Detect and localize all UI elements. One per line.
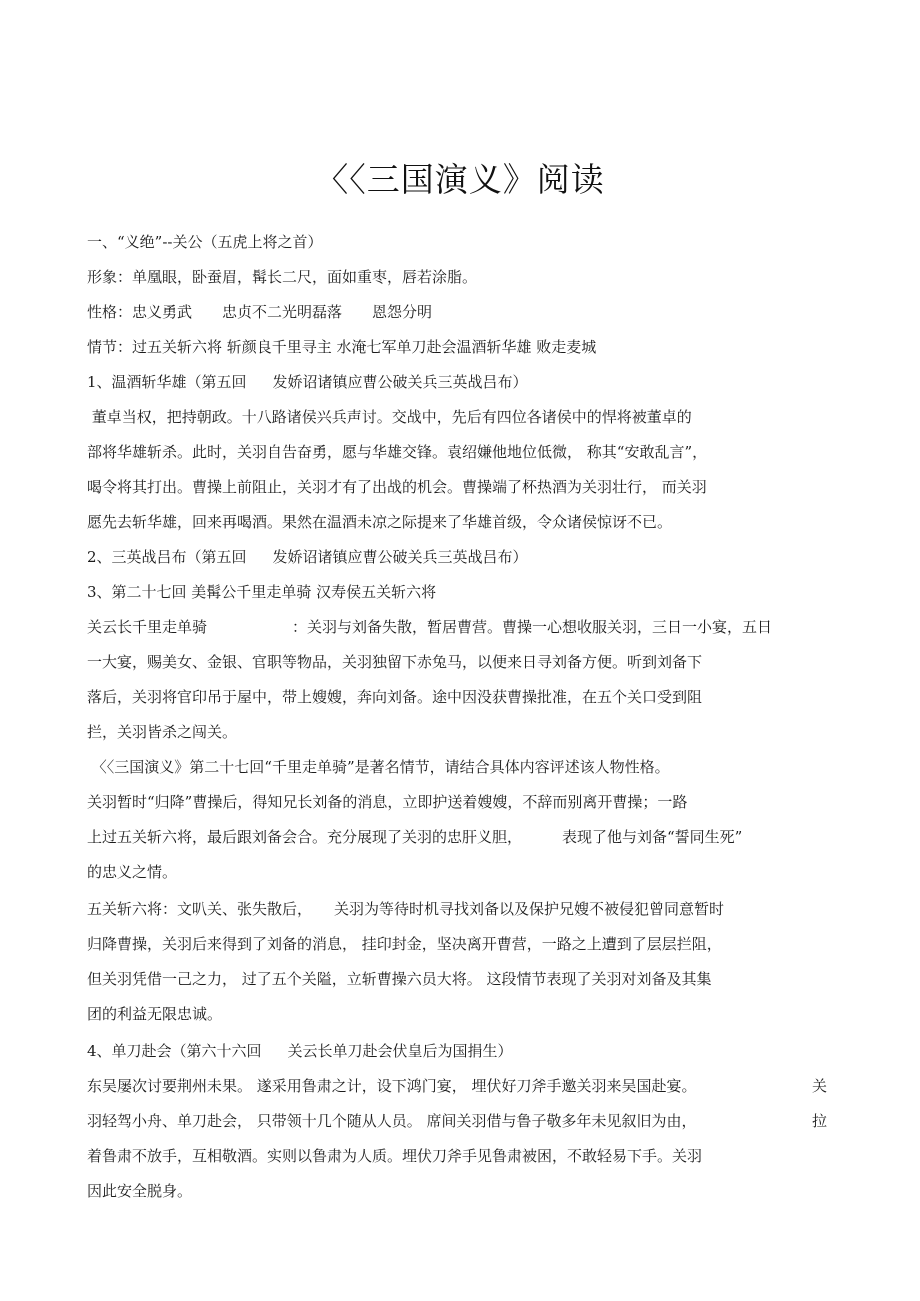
item3-label: 关云长千里走单骑 <box>87 618 208 636</box>
item3-heading: 3、第二十七回 美髯公千里走单骑 汉寿侯五关斩六将 <box>87 583 437 601</box>
paragraph-line: 愿先去斩华雄，回来再喝酒。果然在温酒未凉之际提来了华雄首级，令众诸侯惊讶不已。 <box>87 513 673 531</box>
paragraph-line: 因此安全脱身。 <box>87 1182 193 1200</box>
item2-heading-a: 2、三英战吕布（第五回 <box>87 548 247 566</box>
appearance-line: 形象：单凰眼，卧蚕眉，髯长二尺，面如重枣，唇若涂脂。 <box>87 268 478 286</box>
question-line: 〈〈三国演义》第二十七回“千里走单骑”是著名情节，请结合具体内容评述该人物性格。 <box>87 758 670 776</box>
five-passes-line: 归降曹操，关羽后来得到了刘备的消息， 挂印封金，坚决离开曹营，一路之上遭到了层层拦阻， <box>87 935 722 953</box>
paragraph-text: ：关羽与刘备失散，暂居曹营。曹操一心想收服关羽，三日一小宴，五日 <box>292 618 773 636</box>
item2-heading <box>87 547 528 567</box>
item2-heading-b: 发娇诏诸镇应曹公破关兵三英战吕布） <box>272 548 528 566</box>
answer-line <box>87 827 742 847</box>
five-passes-text: 关羽为等待时机寻找刘备以及保护兄嫂不被侵犯曾同意暂时 <box>334 900 725 918</box>
five-passes-line <box>87 899 724 919</box>
paragraph-line: 董卓当权，把持朝政。十八路诸侯兴兵声讨。交战中，先后有四位各诸侯中的悍将被董卓的 <box>87 408 692 426</box>
plot-line: 情节：过五关斩六将 斩颜良千里寻主 水淹七军单刀赴会温酒斩华雄 败走麦城 <box>87 338 597 356</box>
five-passes-text: 五关斩六将：文叭关、张失散后， <box>87 900 313 918</box>
answer-line: 关羽暂时“归降”曹操后，得知兄长刘备的消息，立即护送着嫂嫂，不辞而别离开曹操；一路 <box>87 793 688 811</box>
paragraph-line: 落后，关羽将官印吊于屋中，带上嫂嫂，奔向刘备。途中因没获曹操批准，在五个关口受到阻 <box>87 688 703 706</box>
answer-text: 表现了他与刘备“誓同生死” <box>562 828 743 846</box>
line-end-char: 拉 <box>812 1112 828 1130</box>
answer-text: 上过五关斩六将，最后跟刘备会合。充分展现了关羽的忠肝义胆， <box>87 828 523 846</box>
five-passes-line: 团的利益无限忠诚。 <box>87 1005 223 1023</box>
character-label: 性格：忠义勇武 <box>87 303 193 321</box>
paragraph-line: 拦，关羽皆杀之闯关。 <box>87 723 238 741</box>
paragraph-line: 羽轻驾小舟、单刀赴会， 只带领十几个随从人员。 席间关羽借与鲁子敬多年未见叙旧为由， <box>87 1112 697 1130</box>
answer-line: 的忠义之情。 <box>87 863 178 881</box>
character-trait-3: 恩怨分明 <box>372 303 433 321</box>
character-trait-2: 忠贞不二光明磊落 <box>222 303 343 321</box>
character-line <box>87 302 432 322</box>
line-end-char: 关 <box>812 1077 828 1095</box>
item1-heading-b: 发娇诏诸镇应曹公破关兵三英战吕布） <box>272 373 528 391</box>
item4-heading-a: 4、单刀赴会（第六十六回 <box>87 1042 262 1060</box>
section-heading: 一、“义绝”--关公（五虎上将之首） <box>87 233 323 251</box>
paragraph-line: 喝令将其打出。曹操上前阻止，关羽才有了出战的机会。曹操端了杯热酒为关羽壮行， 而关羽 <box>87 478 707 496</box>
paragraph-line: 着鲁肃不放手，互相敬酒。实则以鲁肃为人质。埋伏刀斧手见鲁肃被困，不敢轻易下手。关羽 <box>87 1147 703 1165</box>
five-passes-line: 但关羽凭借一己之力， 过了五个关隘，立斩曹操六员大将。 这段情节表现了关羽对刘备及其集 <box>87 970 712 988</box>
paragraph-line: 东吴屡次讨要荆州未果。 遂采用鲁肃之计，设下鸿门宴， 埋伏好刀斧手邀关羽来吴国赴宴。 <box>87 1077 697 1095</box>
item1-heading-a: 1、温酒斩华雄（第五回 <box>87 373 247 391</box>
paragraph-line: 部将华雄斩杀。此时，关羽自告奋勇，愿与华雄交锋。袁绍嫌他地位低微， 称其“安敢乱言”， <box>87 443 708 461</box>
document-title: 〈〈三国演义》阅读 <box>315 160 605 199</box>
item1-heading <box>87 372 528 392</box>
item4-heading <box>87 1041 513 1061</box>
item4-heading-b: 关云长单刀赴会伏皇后为国捐生） <box>287 1042 513 1060</box>
paragraph-line: 一大宴，赐美女、金银、官职等物品，关羽独留下赤兔马，以便来日寻刘备方便。听到刘备下 <box>87 653 703 671</box>
item3-label-line <box>87 617 772 637</box>
